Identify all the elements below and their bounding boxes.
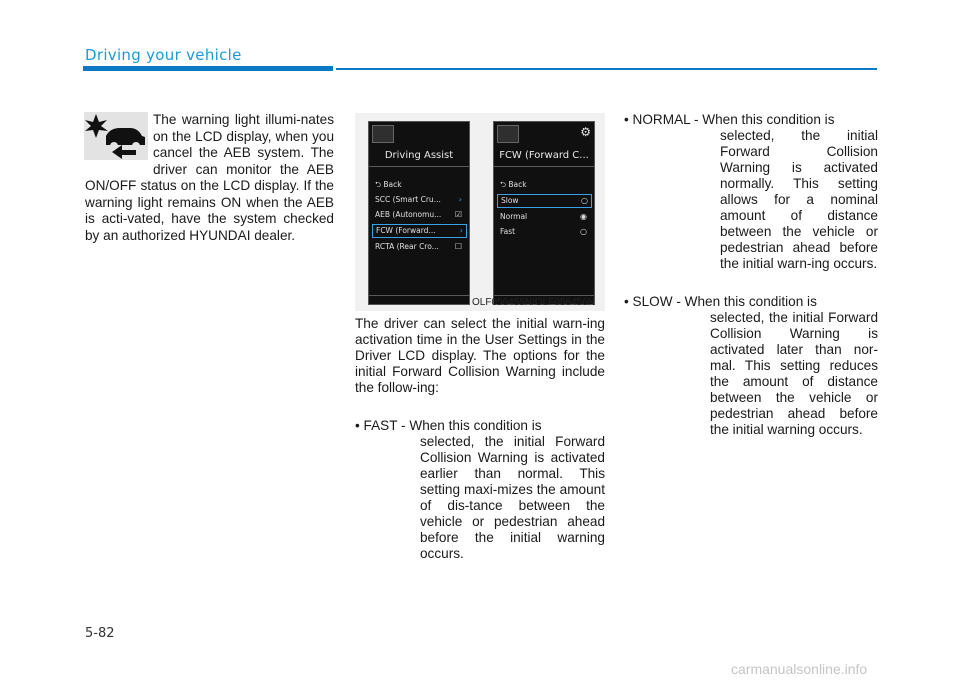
home-icon <box>372 125 394 143</box>
gear-icon: ⚙ <box>580 125 591 139</box>
header-rule-thin <box>336 68 877 70</box>
checkbox-checked-icon: ☑ <box>454 210 462 219</box>
page-number: 5-82 <box>85 626 115 641</box>
chevron-right-icon: › <box>459 226 463 235</box>
back-item[interactable]: ⮌ Back <box>500 180 527 189</box>
option-fast-description: • FAST - When this condition is selected, the initial Forward Collision Warning is activated earlier than normal. This setting maxi-mizes the amount of dis-tance between the vehicle or pedestrian ahead before the initial warning occurs. <box>355 418 605 561</box>
menu-item-scc[interactable]: SCC (Smart Cru... › <box>375 195 462 204</box>
menu-item-rcta[interactable]: RCTA (Rear Cro... ☐ <box>375 242 462 251</box>
header-rule-thick <box>83 66 333 71</box>
figure-code: OLF056455N/OLF056456N <box>472 297 595 308</box>
screen-title: Driving Assist <box>384 150 454 161</box>
lcd-screens-figure <box>355 113 605 311</box>
section-title: Driving your vehicle <box>85 46 242 64</box>
lcd-screen-driving-assist <box>368 121 470 305</box>
radio-empty-icon: ○ <box>580 227 587 236</box>
intro-paragraph: The warning light illumi-nates on the LCD display, when you cancel the AEB system. The driver can monitor the AEB ON/OFF status on the LCD display. If the warning light remains ON when the AEB is acti-vated, have the system checked by an authorized HYUNDAI dealer. <box>85 112 334 243</box>
option-normal[interactable]: Normal ◉ <box>500 212 587 221</box>
menu-item-fcw[interactable]: FCW (Forward... › <box>372 224 467 238</box>
home-icon <box>497 125 519 143</box>
option-fast[interactable]: Fast ○ <box>500 227 587 236</box>
option-normal-description: • NORMAL - When this condition is selected, the initial Forward Collision Warning is activated normally. This setting allows for a nominal amount of distance between the vehicle or pedestrian ahead before the initial warn-ing occurs. <box>624 112 878 271</box>
checkbox-empty-icon: ☐ <box>454 242 462 251</box>
radio-selected-icon: ◉ <box>580 212 587 221</box>
back-item[interactable]: ⮌ Back <box>375 180 402 189</box>
lcd-screen-fcw <box>493 121 595 305</box>
menu-item-aeb[interactable]: AEB (Autonomu... ☑ <box>375 210 462 219</box>
screen-title: FCW (Forward C... <box>499 150 589 161</box>
option-slow[interactable]: Slow ○ <box>497 194 592 208</box>
watermark: carmanualsonline.info <box>731 661 868 677</box>
radio-empty-icon: ○ <box>581 196 588 205</box>
option-slow-description: • SLOW - When this condition is selected, the initial Forward Collision Warning is activated later than nor-mal. This setting reduces the amount of distance between the vehicle or pedestrian ahead before the initial warning occurs. <box>624 294 878 437</box>
options-intro-paragraph: The driver can select the initial warn-ing activation time in the User Settings in the Driver LCD display. The options for the initial Forward Collision Warning include the follow-ing: <box>355 316 605 395</box>
chevron-right-icon: › <box>458 195 462 204</box>
